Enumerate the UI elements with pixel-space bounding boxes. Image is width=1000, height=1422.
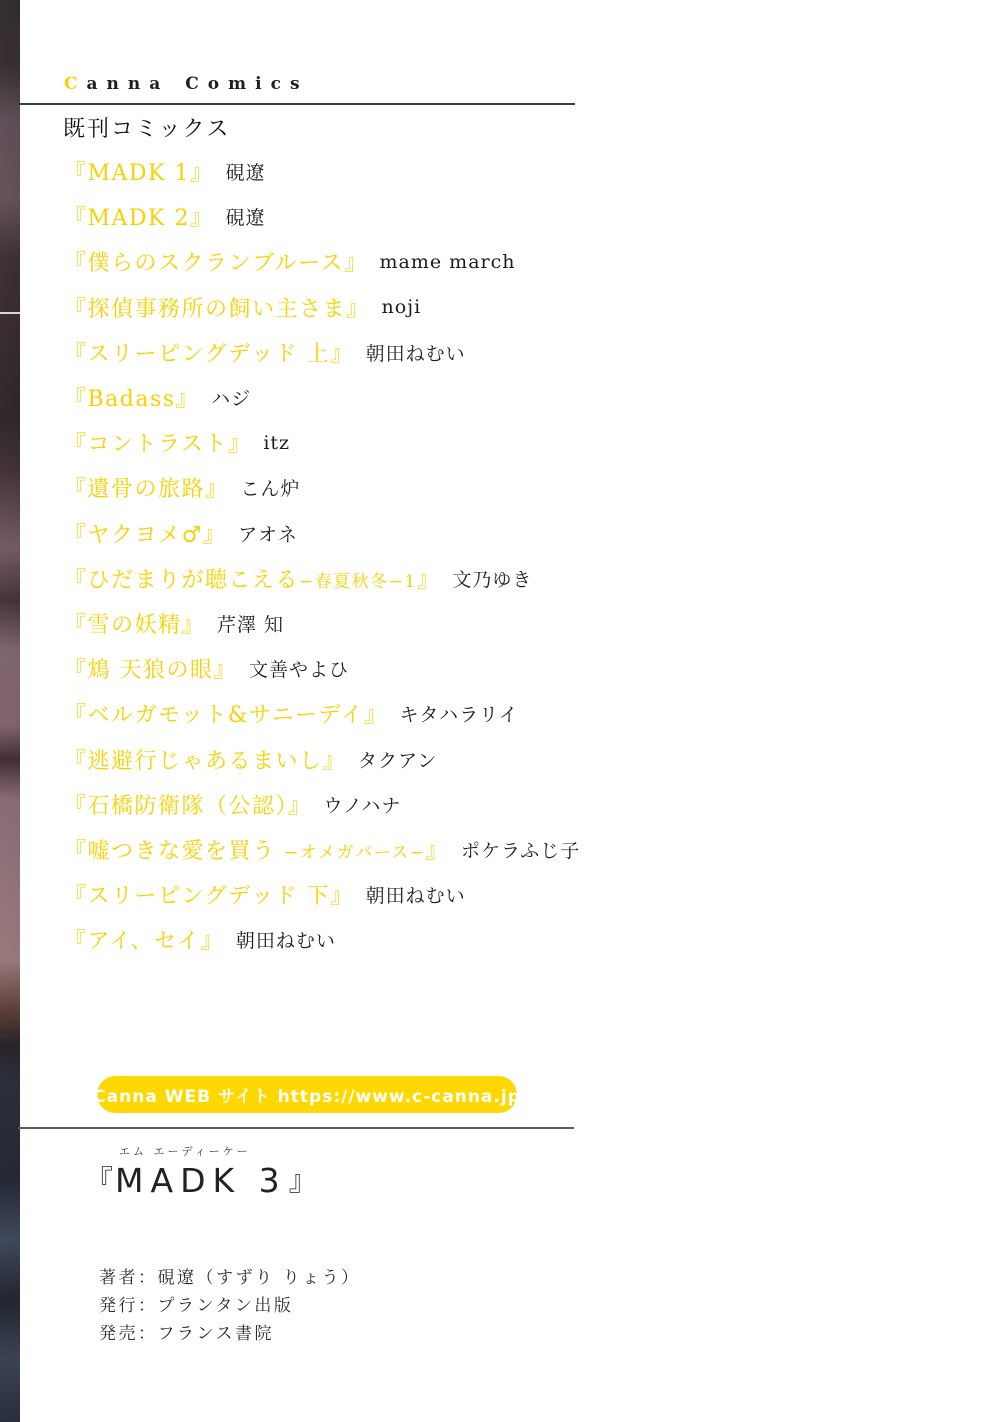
book-list-item [64, 646, 580, 691]
book-list-item [64, 420, 580, 465]
book-title: 『アイ、セイ』 [64, 929, 224, 955]
book-author: 朝田ねむい [365, 342, 466, 365]
book-title: 『石橋防衛隊（公認）』 [64, 793, 312, 819]
book-author: 朝田ねむい [235, 930, 336, 953]
book-list-item [64, 827, 580, 872]
book-author: こん炉 [240, 478, 301, 501]
book-list-item [64, 194, 580, 239]
book-title: 『ヤクヨメ♂』 [64, 522, 227, 548]
book-author: キタハラリイ [399, 704, 519, 727]
book-list-item [64, 511, 580, 556]
book-list-item [64, 872, 580, 917]
canna-web-url: Canna WEB サイト https://www.c-canna.jp [93, 1087, 521, 1107]
book-title: 『Badass』 [64, 387, 200, 413]
footer-divider [18, 1127, 574, 1129]
book-list-item [64, 239, 580, 284]
book-title: 『逃避行じゃあるまいし』 [64, 748, 347, 774]
colophon-author-line: 著者：硯遼（すずり りょう） [99, 1268, 361, 1288]
book-title: 『嘘つきな愛を買う −オメガバース−』 [64, 838, 449, 864]
book-list-item [64, 149, 580, 194]
book-author: noji [381, 296, 422, 319]
book-list-item [64, 691, 580, 736]
brand-logo [64, 74, 309, 94]
book-list-item [64, 736, 580, 781]
book-author: タクアン [358, 749, 438, 772]
published-comics-list [64, 149, 580, 962]
current-book-title [85, 1143, 317, 1200]
book-author: ウノハナ [323, 794, 402, 817]
book-title: 『コントラスト』 [64, 432, 252, 458]
book-author: 朝田ねむい [365, 885, 466, 908]
book-author: 文乃ゆき [452, 568, 533, 591]
book-title: 『MADK 2』 [64, 206, 214, 232]
book-title: 『遺骨の旅路』 [64, 477, 229, 503]
book-title: 『ひだまりが聴こえる−春夏秋冬−1』 [64, 567, 441, 593]
book-author: 硯遼 [225, 207, 266, 230]
book-author: ポケラふじ子 [460, 839, 581, 862]
book-list-item [64, 465, 580, 510]
book-title: 『鴆 天狼の眼』 [64, 658, 237, 684]
book-list-item [64, 285, 580, 330]
cover-art-strip [0, 0, 20, 1422]
book-author: itz [263, 431, 291, 454]
book-author: 芹澤 知 [217, 613, 285, 636]
colophon-publisher-line: 発行：プランタン出版 [99, 1296, 294, 1316]
brand-accent-letter: C [64, 74, 87, 94]
section-heading: 既刊コミックス [63, 117, 231, 142]
furigana: エム エーディーケー [119, 1145, 251, 1158]
book-list-item [64, 330, 580, 375]
brand-word2: Comics [185, 74, 309, 94]
current-book-name: MADK 3 [115, 1161, 287, 1200]
book-title: 『僕らのスクランブルース』 [64, 251, 368, 277]
book-title: 『ベルガモット&サニーデイ』 [64, 703, 388, 729]
header-divider [18, 103, 575, 105]
book-list-item [64, 375, 580, 420]
book-list-item [64, 782, 580, 827]
book-author: 文善やよひ [249, 659, 350, 682]
book-author: mame march [379, 250, 516, 273]
book-title: 『探偵事務所の飼い主さま』 [64, 296, 370, 322]
book-author: アオネ [238, 523, 298, 546]
canna-web-banner [93, 1076, 521, 1113]
book-list-item [64, 556, 580, 601]
book-author: 硯遼 [225, 162, 266, 185]
book-title: 『スリーピングデッド 下』 [64, 884, 354, 910]
cover-strip-highlight-line [0, 312, 20, 314]
current-book-stack [115, 1143, 287, 1200]
book-title: 『MADK 1』 [64, 161, 214, 187]
book-list-item [64, 917, 580, 962]
brand-rest: anna [86, 74, 170, 94]
book-title: 『スリーピングデッド 上』 [64, 341, 354, 367]
close-bracket: 』 [288, 1164, 317, 1197]
book-title: 『雪の妖精』 [64, 612, 206, 638]
colophon [99, 1264, 361, 1348]
book-author: ハジ [211, 388, 252, 411]
open-bracket: 『 [85, 1164, 114, 1197]
colophon-seller-line: 発売：フランス書院 [99, 1324, 274, 1344]
book-list-item [64, 601, 580, 646]
